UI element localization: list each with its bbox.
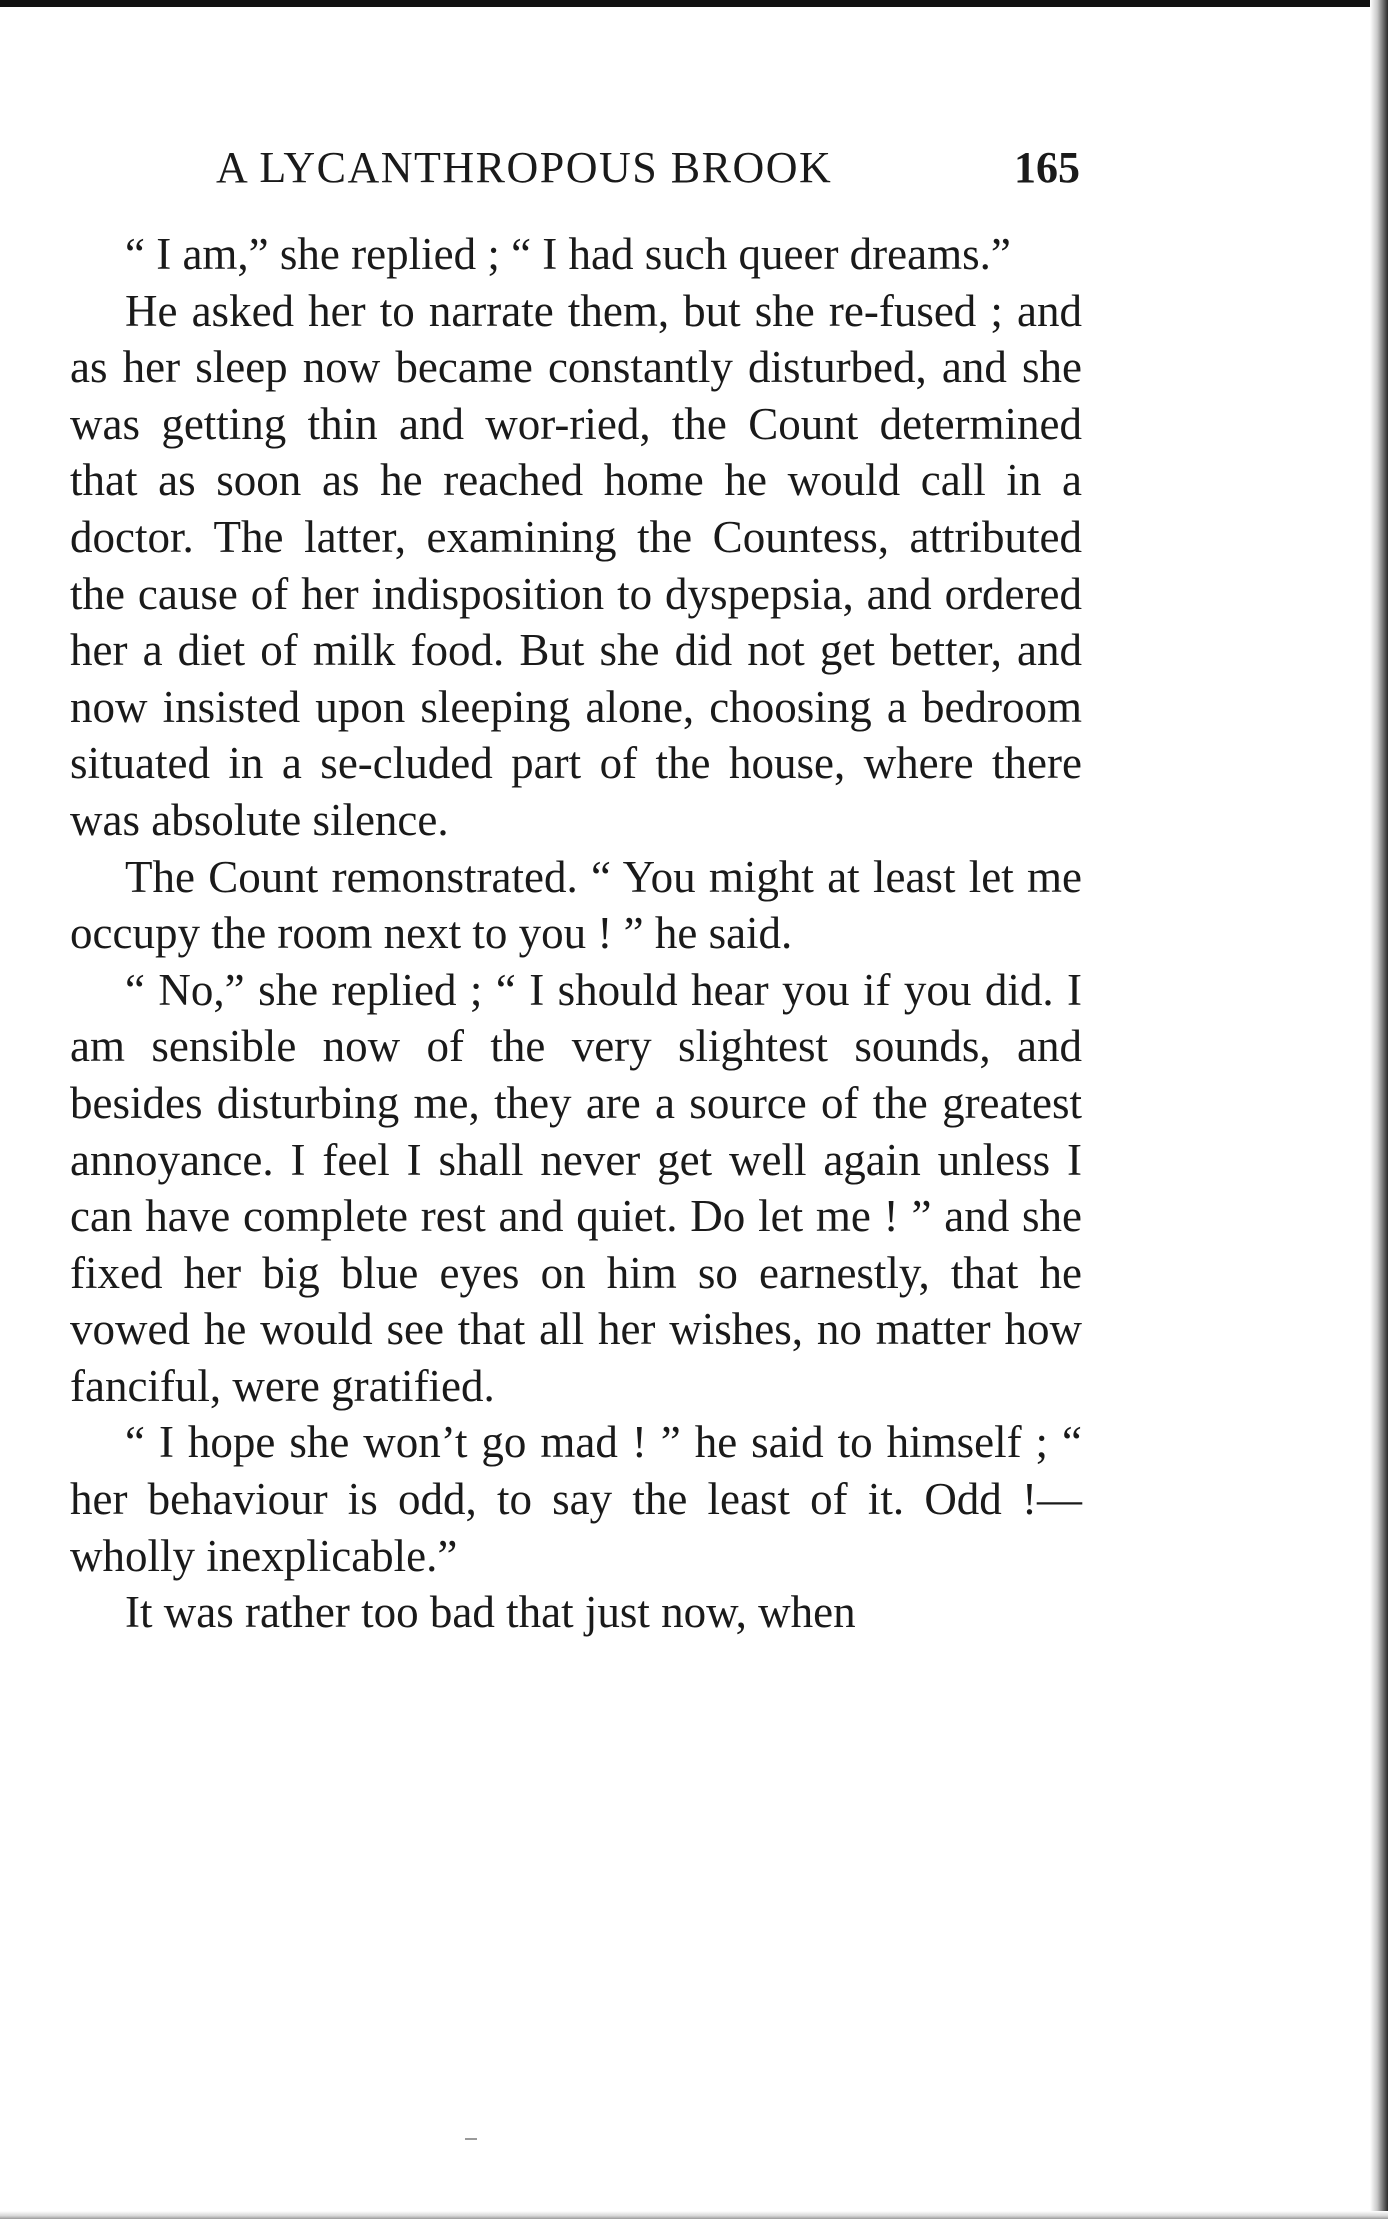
page-bottom-edge	[0, 2211, 1388, 2219]
page-right-edge	[1370, 0, 1388, 2219]
page-number: 165	[1014, 143, 1080, 192]
running-title: A LYCANTHROPOUS BROOK	[216, 143, 833, 192]
page-top-edge	[0, 0, 1388, 7]
paragraph-3: The Count remonstrated. “ You might at least let me occupy the room next to you ! ” he said.	[70, 851, 1082, 959]
body-text	[70, 226, 1082, 1641]
paper-speck	[465, 2138, 477, 2140]
running-head	[72, 138, 1080, 198]
paragraph-4: “ No,” she replied ; “ I should hear you if you did. I am sensible now of the very slightest sounds, and besides disturbing me, they are a source of the greatest annoyance. I feel I shall never get well again unless I can have complete rest and quiet. Do let me ! ” and she fixed her big blue eyes on him so earnestly, that he vowed he would see that all her wishes, no matter how fanciful, were gratified.	[70, 964, 1082, 1411]
paragraph-6: It was rather too bad that just now, when	[125, 1587, 856, 1638]
paragraph-2: He asked her to narrate them, but she re-fused ; and as her sleep now became constantly disturbed, and she was getting thin and wor-ried, the Count determined that as soon as he reached home he would call in a doctor. The latter, examining the Countess, attributed the cause of her indisposition to dyspepsia, and ordered her a diet of milk food. But she did not get better, and now insisted upon sleeping alone, choosing a bedroom situated in a se-cluded part of the house, where there was absolute silence.	[70, 285, 1082, 845]
paragraph-5: “ I hope she won’t go mad ! ” he said to himself ; “ her behaviour is odd, to say the least of it. Odd !—wholly inexplicable.”	[70, 1417, 1082, 1581]
paragraph-1: “ I am,” she replied ; “ I had such queer dreams.”	[125, 229, 1011, 279]
